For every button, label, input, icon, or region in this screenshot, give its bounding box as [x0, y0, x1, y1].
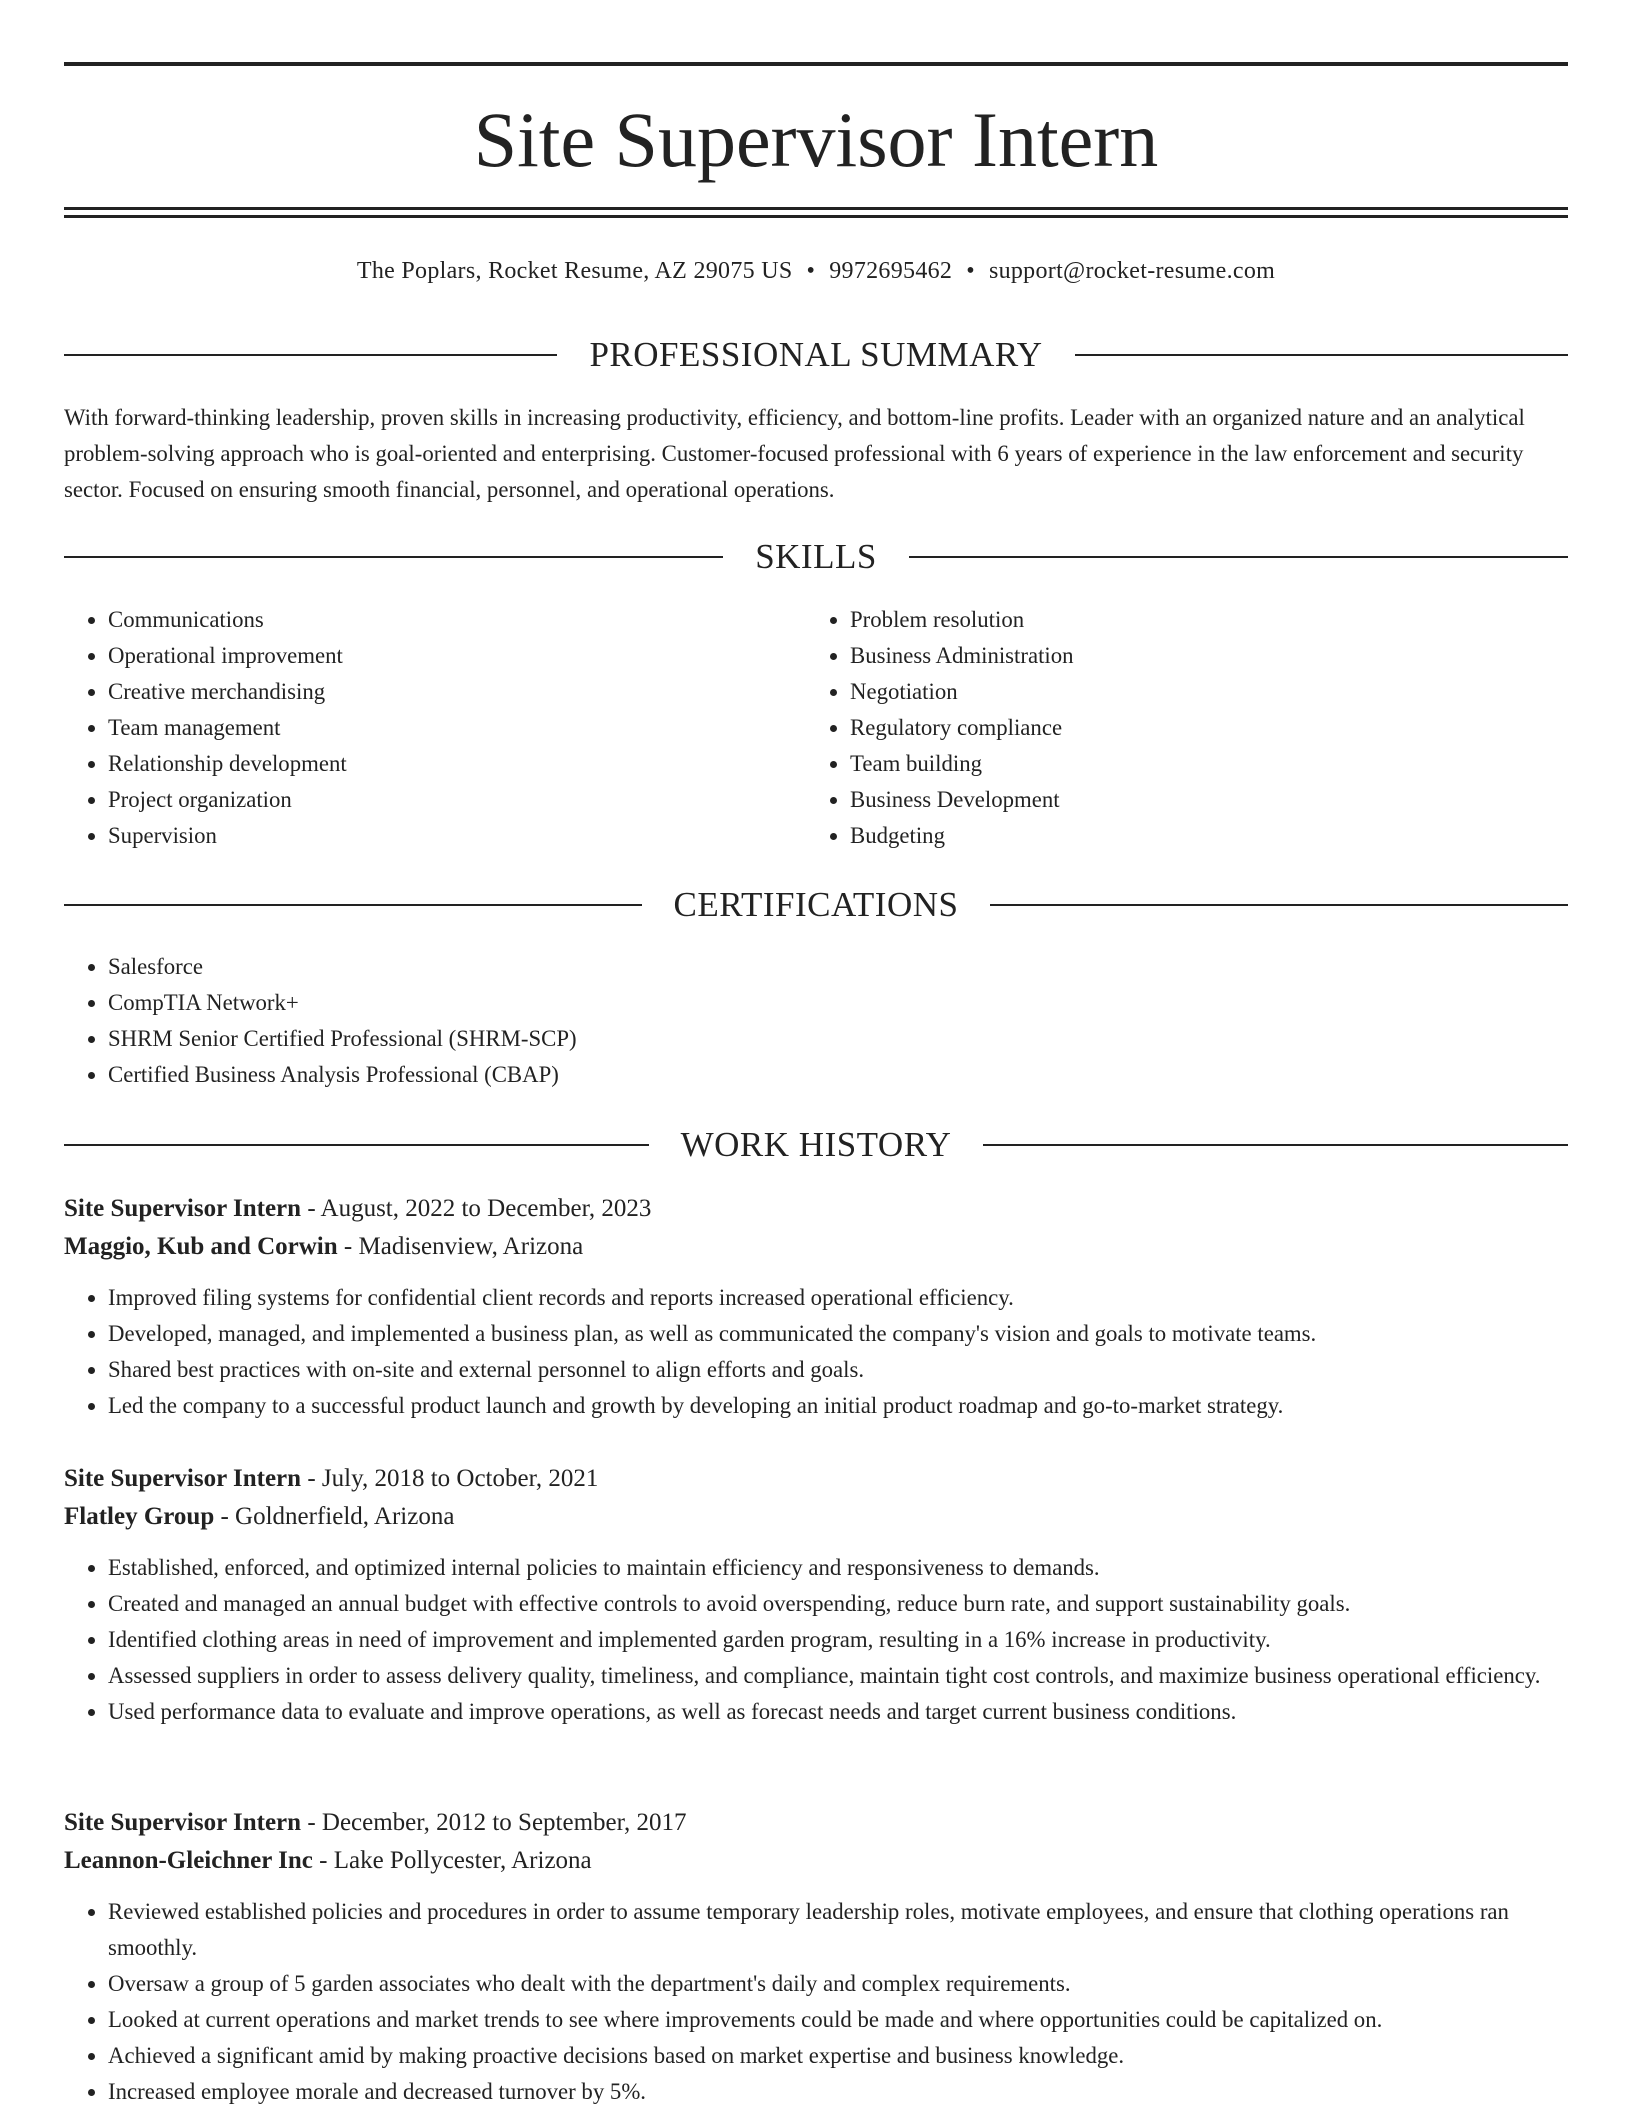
section-heading-summary: [64, 330, 1568, 380]
skill-item: • Business Development: [850, 782, 1506, 818]
skill-item: • Team building: [850, 746, 1506, 782]
skill-item: • Budgeting: [850, 818, 1506, 854]
job-location: - Madisenview, Arizona: [337, 1233, 584, 1260]
section-title: WORK HISTORY: [680, 1125, 952, 1164]
job-title: Site Supervisor Intern: [64, 1195, 302, 1222]
section-rule: [64, 556, 723, 558]
top-rule: [64, 62, 1568, 66]
job-title: Site Supervisor Intern: [64, 1809, 302, 1836]
contact-separator: •: [806, 258, 816, 284]
contact-phone: 9972695462: [829, 258, 953, 284]
skill-item: • Business Administration: [850, 638, 1506, 674]
job-bullet: • Increased employee morale and decreased turnover by 5%.: [108, 2074, 1568, 2110]
section-rule: [909, 556, 1568, 558]
job-company: Flatley Group: [64, 1503, 215, 1530]
job-bullet: • Improved filing systems for confidential client records and reports increased operational efficiency.: [108, 1280, 1568, 1316]
job-company: Maggio, Kub and Corwin: [64, 1233, 338, 1260]
job-bullet: • Used performance data to evaluate and improve operations, as well as forecast needs and target current business conditions.: [108, 1694, 1568, 1730]
section-title: SKILLS: [755, 537, 877, 576]
section-rule: [64, 354, 557, 356]
skill-item: • Supervision: [108, 818, 764, 854]
job-bullet: • Achieved a significant amid by making proactive decisions based on market expertise and business knowledge.: [108, 2038, 1568, 2074]
job-dates: - July, 2018 to October, 2021: [301, 1465, 599, 1492]
certification-item: • CompTIA Network+: [108, 985, 1064, 1021]
certification-item: • Salesforce: [108, 949, 1064, 985]
job-dates: - December, 2012 to September, 2017: [301, 1809, 687, 1836]
skill-item: • Creative merchandising: [108, 674, 764, 710]
skill-item: • Communications: [108, 602, 764, 638]
job-dates: - August, 2022 to December, 2023: [301, 1195, 652, 1222]
section-heading-work-history: [64, 1120, 1568, 1170]
job-bullet: • Identified clothing areas in need of improvement and implemented garden program, resulting in a 16% increase in productivity.: [108, 1622, 1568, 1658]
job-bullet: • Created and managed an annual budget with effective controls to avoid overspending, reduce burn rate, and support sustainability goals.: [108, 1586, 1568, 1622]
skill-item: • Regulatory compliance: [850, 710, 1506, 746]
section-heading-skills: [64, 532, 1568, 582]
job-title-line: [64, 1460, 1568, 1498]
job-entry: [64, 1460, 1568, 1730]
contact-separator: •: [966, 258, 975, 284]
resume-name: Site Supervisor Intern: [473, 96, 1159, 183]
skill-item: • Negotiation: [850, 674, 1506, 710]
section-title: PROFESSIONAL SUMMARY: [589, 335, 1043, 374]
section-rule: [1075, 354, 1568, 356]
job-bullet: • Developed, managed, and implemented a business plan, as well as communicated the company's vision and goals to motivate teams.: [108, 1316, 1568, 1352]
section-heading-certifications: [64, 880, 1568, 930]
skill-item: • Project organization: [108, 782, 764, 818]
job-bullet: • Assessed suppliers in order to assess delivery quality, timeliness, and compliance, maintain tight cost controls, and maximize business operational efficiency.: [108, 1658, 1568, 1694]
job-company-line: [64, 1498, 1568, 1536]
skill-item: • Operational improvement: [108, 638, 764, 674]
job-location: - Goldnerfield, Arizona: [214, 1503, 455, 1530]
job-bullet: • Shared best practices with on-site and external personnel to align efforts and goals.: [108, 1352, 1568, 1388]
section-rule: [990, 904, 1568, 906]
job-bullet: • Looked at current operations and market trends to see where improvements could be made and where opportunities could be capitalized on.: [108, 2002, 1568, 2038]
job-company: Leannon-Gleichner Inc: [64, 1847, 313, 1874]
job-bullet: • Established, enforced, and optimized internal policies to maintain efficiency and responsiveness to demands.: [108, 1550, 1568, 1586]
job-bullet: • Led the company to a successful product launch and growth by developing an initial product roadmap and go-to-market strategy.: [108, 1388, 1568, 1424]
job-location: - Lake Pollycester, Arizona: [312, 1847, 592, 1874]
section-rule: [64, 1144, 649, 1146]
job-entry: [64, 1804, 1568, 2110]
section-rule: [64, 904, 642, 906]
skills-column-left: [64, 602, 764, 854]
summary-text: With forward-thinking leadership, proven skills in increasing productivity, efficiency, and bottom-line profits. Leader with an organized nature and an analytical problem-solving approach who is goal-oriented and enterprising. Customer-focused professional with 6 years of experience in the law enforcement and security sector. Focused on ensuring smooth financial, personnel, and operational operations.: [64, 405, 1525, 502]
job-bullet: • Oversaw a group of 5 garden associates who dealt with the department's daily and complex requirements.: [108, 1966, 1568, 2002]
job-bullet: • Reviewed established policies and procedures in order to assume temporary leadership roles, motivate employees, and ensure that clothing operations ran smoothly.: [108, 1894, 1568, 1966]
job-title-line: [64, 1190, 1568, 1228]
contact-line: [64, 254, 1568, 288]
header-rule-upper: [64, 207, 1568, 210]
section-title: CERTIFICATIONS: [673, 885, 959, 924]
skill-item: • Problem resolution: [850, 602, 1506, 638]
certifications-list: [64, 949, 1064, 1093]
job-entry: [64, 1190, 1568, 1424]
header-rule-lower: [64, 215, 1568, 218]
skill-item: • Team management: [108, 710, 764, 746]
section-rule: [983, 1144, 1568, 1146]
job-title-line: [64, 1804, 1568, 1842]
certification-item: • Certified Business Analysis Professional (CBAP): [108, 1057, 1064, 1093]
contact-address: The Poplars, Rocket Resume, AZ 29075 US: [356, 258, 793, 284]
job-company-line: [64, 1842, 1568, 1880]
contact-email: support@rocket-resume.com: [988, 258, 1276, 284]
job-company-line: [64, 1228, 1568, 1266]
job-title: Site Supervisor Intern: [64, 1465, 302, 1492]
skills-column-right: [806, 602, 1506, 854]
certification-item: • SHRM Senior Certified Professional (SHRM-SCP): [108, 1021, 1064, 1057]
skill-item: • Relationship development: [108, 746, 764, 782]
